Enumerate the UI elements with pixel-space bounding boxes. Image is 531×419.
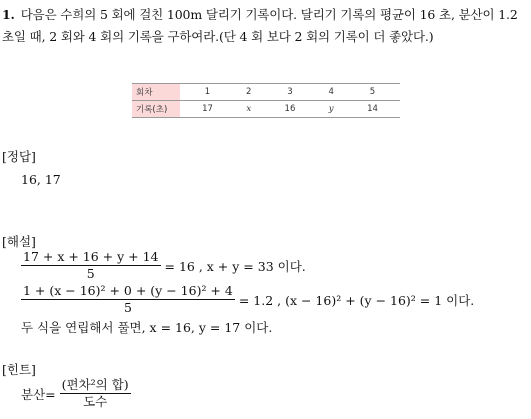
fraction	[21, 250, 161, 281]
explanation-label: [해설]	[2, 234, 36, 249]
table-cell: x	[235, 101, 263, 118]
hint-formula	[21, 378, 131, 409]
table-header-record: 기록(초)	[132, 101, 180, 118]
answer-label: [정답]	[2, 149, 36, 164]
table-cell: 14	[345, 101, 400, 118]
answer-value: 16, 17	[21, 172, 61, 187]
fraction-numerator: 17 + x + 16 + y + 14	[23, 249, 159, 264]
fraction-denominator: 5	[86, 266, 95, 281]
equation-rest: = 16 , x + y = 33 이다.	[164, 258, 306, 274]
table-cell: y	[317, 101, 345, 118]
fraction-numerator: 1 + (x − 16)² + 0 + (y − 16)² + 4	[23, 283, 233, 298]
table-cell: 2	[235, 84, 263, 101]
hint-label: [힌트]	[2, 362, 36, 377]
fraction	[21, 284, 235, 315]
question-text	[2, 4, 528, 47]
question-number: 1.	[2, 7, 15, 22]
fraction-denominator: 도수	[83, 394, 108, 409]
explanation-line-1	[21, 250, 306, 281]
table-header-round: 회차	[132, 84, 180, 101]
table-cell: 3	[262, 84, 317, 101]
table-cell: 5	[345, 84, 400, 101]
table-cell: 4	[317, 84, 345, 101]
hint-prefix: 분산=	[21, 386, 56, 402]
fraction	[60, 378, 131, 409]
question-body: 다음은 수희의 5 회에 걸친 100m 달리기 기록이다. 달리기 기록의 평균이 16 초, 분산이 1.2초일 때, 2 회와 4 회의 기록을 구하여라.(단 4 회 보다 2 회의 기록이 더 좋았다.)	[2, 7, 518, 44]
explanation-line-2	[21, 284, 474, 315]
fraction-denominator: 5	[123, 300, 132, 315]
fraction-numerator: (편차²의 합)	[61, 377, 129, 392]
explanation-line-3: 두 식을 연립해서 풀면, x = 16, y = 17 이다.	[21, 320, 273, 335]
table-row	[132, 101, 400, 118]
table-cell: 17	[180, 101, 235, 118]
table-cell: 1	[180, 84, 235, 101]
record-table	[132, 83, 400, 118]
table-cell: 16	[262, 101, 317, 118]
equation-rest: = 1.2 , (x − 16)² + (y − 16)² = 1 이다.	[238, 292, 475, 308]
table-row	[132, 84, 400, 101]
